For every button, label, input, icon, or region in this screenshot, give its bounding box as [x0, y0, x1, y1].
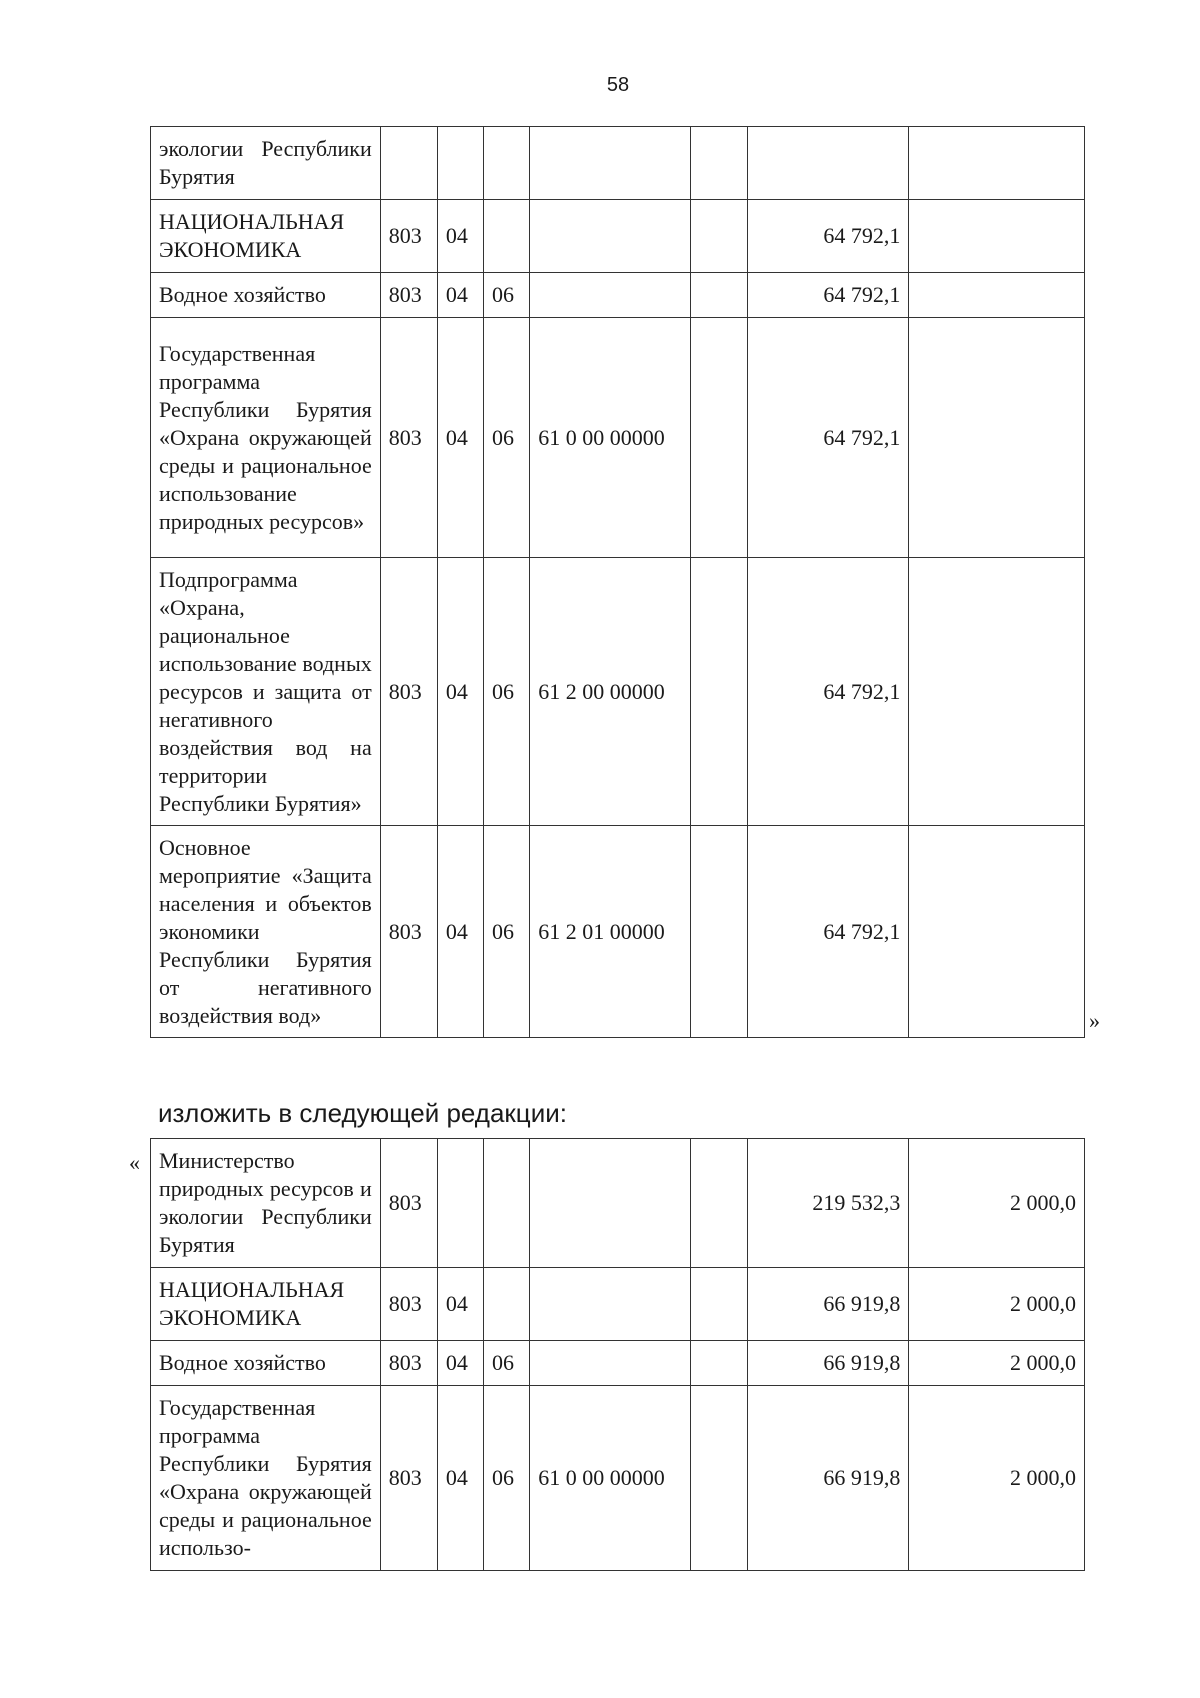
table-row	[151, 1341, 1085, 1386]
csr-cell	[530, 127, 691, 200]
pr-cell: 06	[484, 826, 530, 1038]
intro-text: изложить в следующей редакции:	[158, 1098, 567, 1128]
ved-cell: 803	[380, 1268, 437, 1341]
ved-cell: 803	[380, 1341, 437, 1386]
sum-cell: 64 792,1	[747, 558, 909, 826]
rz-cell: 04	[437, 200, 483, 273]
rz-cell	[437, 127, 483, 200]
table-row	[151, 1139, 1085, 1268]
rz-cell: 04	[437, 1386, 483, 1571]
table-row	[151, 318, 1085, 558]
pr-cell	[484, 1139, 530, 1268]
rz-cell: 04	[437, 273, 483, 318]
ved-cell: 803	[380, 826, 437, 1038]
pr-cell	[484, 200, 530, 273]
vr-cell	[690, 1386, 747, 1571]
vr-cell	[690, 1139, 747, 1268]
pr-cell	[484, 127, 530, 200]
rz-cell: 04	[437, 1341, 483, 1386]
table-row	[151, 1386, 1085, 1571]
sum-cell: 64 792,1	[747, 318, 909, 558]
sum2-cell: 2 000,0	[909, 1386, 1085, 1571]
sum-cell: 64 792,1	[747, 200, 909, 273]
sum2-cell	[909, 558, 1085, 826]
csr-cell: 61 0 00 00000	[530, 1386, 691, 1571]
ved-cell: 803	[380, 1386, 437, 1571]
table-row	[151, 826, 1085, 1038]
sum-cell: 64 792,1	[747, 826, 909, 1038]
row-name-cell: Государственная программа Республики Бурятия «Охрана окружающей среды и рациональное использование природных ресурсов»	[151, 318, 381, 558]
sum2-cell	[909, 826, 1085, 1038]
vr-cell	[690, 1268, 747, 1341]
sum-cell: 66 919,8	[747, 1341, 909, 1386]
sum2-cell	[909, 318, 1085, 558]
page-number: 58	[606, 74, 630, 96]
table-row	[151, 1268, 1085, 1341]
row-name-cell: Министерство природных ресурсов и экологии Республики Бурятия	[151, 1139, 381, 1268]
sum2-cell: 2 000,0	[909, 1341, 1085, 1386]
budget-table-old	[150, 126, 1085, 1038]
vr-cell	[690, 273, 747, 318]
csr-cell: 61 2 01 00000	[530, 826, 691, 1038]
csr-cell: 61 2 00 00000	[530, 558, 691, 826]
vr-cell	[690, 558, 747, 826]
row-name-cell: Государственная программа Республики Бурятия «Охрана окружающей среды и рациональное использо-	[151, 1386, 381, 1571]
rz-cell: 04	[437, 318, 483, 558]
pr-cell: 06	[484, 318, 530, 558]
table-row	[151, 273, 1085, 318]
table-row	[151, 200, 1085, 273]
sum2-cell: 2 000,0	[909, 1268, 1085, 1341]
rz-cell	[437, 1139, 483, 1268]
ved-cell: 803	[380, 1139, 437, 1268]
vr-cell	[690, 127, 747, 200]
sum-cell: 66 919,8	[747, 1386, 909, 1571]
row-name-cell: Подпрограмма «Охрана, рациональное использование водных ресурсов и защита от негативного воздействия вод на территории Республики Бурятия»	[151, 558, 381, 826]
sum2-cell	[909, 273, 1085, 318]
pr-cell: 06	[484, 1386, 530, 1571]
row-name-cell: Водное хозяйство	[151, 1341, 381, 1386]
sum-cell: 64 792,1	[747, 273, 909, 318]
table-row	[151, 127, 1085, 200]
sum2-cell	[909, 200, 1085, 273]
vr-cell	[690, 318, 747, 558]
vr-cell	[690, 200, 747, 273]
sum-cell: 219 532,3	[747, 1139, 909, 1268]
row-name-cell: НАЦИОНАЛЬНАЯ ЭКОНОМИКА	[151, 1268, 381, 1341]
csr-cell: 61 0 00 00000	[530, 318, 691, 558]
row-name-cell: экологии Республики Бурятия	[151, 127, 381, 200]
pr-cell: 06	[484, 1341, 530, 1386]
table-row	[151, 558, 1085, 826]
ved-cell: 803	[380, 558, 437, 826]
csr-cell	[530, 273, 691, 318]
ved-cell	[380, 127, 437, 200]
sum-cell	[747, 127, 909, 200]
vr-cell	[690, 826, 747, 1038]
sum2-cell: 2 000,0	[909, 1139, 1085, 1268]
csr-cell	[530, 1341, 691, 1386]
rz-cell: 04	[437, 826, 483, 1038]
budget-table-new	[150, 1138, 1085, 1571]
row-name-cell: Основное мероприятие «Защита населения и объектов экономики Республики Бурятия от негативного воздействия вод»	[151, 826, 381, 1038]
csr-cell	[530, 200, 691, 273]
closing-quote: »	[1089, 1008, 1100, 1033]
sum-cell: 66 919,8	[747, 1268, 909, 1341]
row-name-cell: Водное хозяйство	[151, 273, 381, 318]
rz-cell: 04	[437, 1268, 483, 1341]
vr-cell	[690, 1341, 747, 1386]
pr-cell	[484, 1268, 530, 1341]
opening-quote: «	[129, 1150, 140, 1175]
pr-cell: 06	[484, 558, 530, 826]
ved-cell: 803	[380, 318, 437, 558]
csr-cell	[530, 1268, 691, 1341]
rz-cell: 04	[437, 558, 483, 826]
ved-cell: 803	[380, 200, 437, 273]
ved-cell: 803	[380, 273, 437, 318]
sum2-cell	[909, 127, 1085, 200]
row-name-cell: НАЦИОНАЛЬНАЯ ЭКОНОМИКА	[151, 200, 381, 273]
csr-cell	[530, 1139, 691, 1268]
pr-cell: 06	[484, 273, 530, 318]
